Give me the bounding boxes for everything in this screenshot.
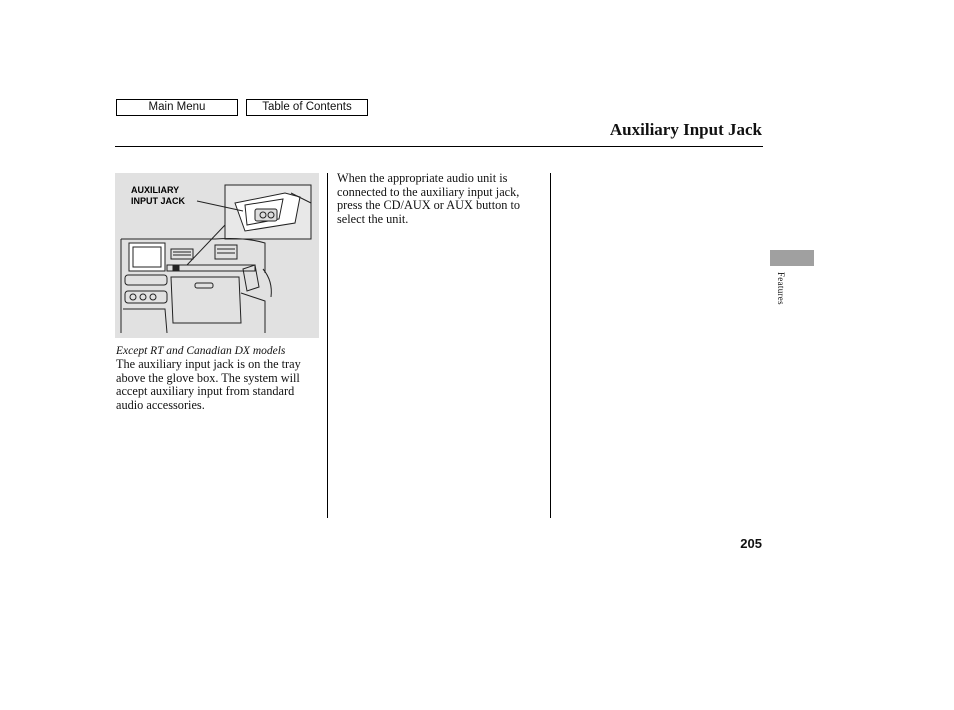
- figure-label-line1: AUXILIARY: [131, 185, 180, 195]
- table-of-contents-button[interactable]: Table of Contents: [246, 99, 368, 116]
- page-title: Auxiliary Input Jack: [609, 120, 762, 139]
- column-divider-right: [550, 173, 551, 518]
- page-number: 205: [740, 536, 762, 551]
- title-rule: [115, 146, 763, 147]
- left-paragraph: The auxiliary input jack is on the tray above the glove box. The system will accept auxiliary input from standard audio accessories.: [116, 357, 301, 412]
- figure-label-line2: INPUT JACK: [131, 196, 186, 206]
- section-tab-label: Features: [776, 272, 786, 305]
- column-divider-left: [327, 173, 328, 518]
- section-tab: [770, 250, 814, 266]
- auxiliary-jack-illustration: [115, 173, 319, 338]
- middle-paragraph: When the appropriate audio unit is connected to the auxiliary input jack, press the CD/AUX or AUX button to select the unit.: [337, 171, 521, 226]
- figure-caption: Except RT and Canadian DX models: [116, 345, 286, 357]
- main-menu-button[interactable]: Main Menu: [116, 99, 238, 116]
- figure-label: [131, 185, 185, 207]
